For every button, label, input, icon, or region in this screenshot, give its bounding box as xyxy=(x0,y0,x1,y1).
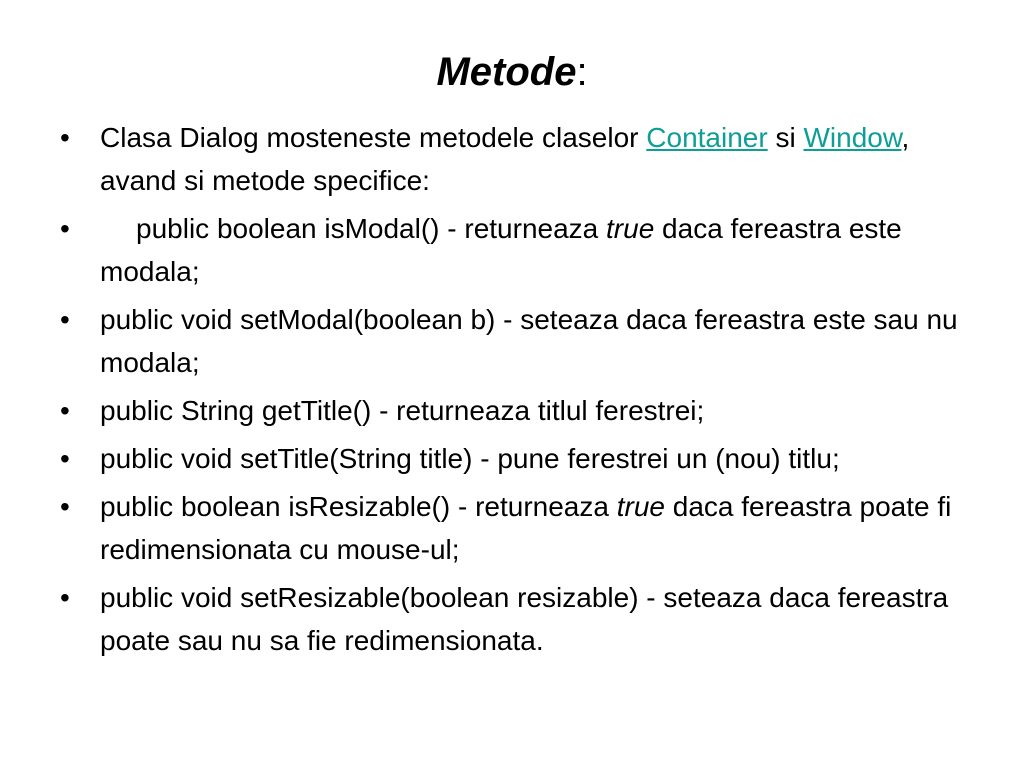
item-emphasis: true xyxy=(616,491,665,522)
item-text: public void setTitle(String title) - pune ferestrei un (nou) titlu; xyxy=(100,443,840,474)
item-text: daca fereastra este modala; xyxy=(100,213,902,287)
list-item xyxy=(56,389,976,432)
item-text: public boolean isModal() - returneaza xyxy=(136,213,607,244)
slide-title xyxy=(0,44,1024,100)
bullet-icon: • xyxy=(60,304,70,335)
item-text: public boolean isResizable() - returneaza xyxy=(100,491,617,522)
container-link[interactable]: Container xyxy=(646,122,768,153)
bullet-icon: • xyxy=(60,582,70,613)
title-suffix: : xyxy=(576,50,588,94)
window-link[interactable]: Window xyxy=(803,122,902,153)
item-text: public void setResizable(boolean resizable) - seteaza daca fereastra poate sau nu sa fie redimensionata. xyxy=(100,582,949,656)
list-item xyxy=(56,116,976,202)
item-text: si xyxy=(767,122,804,153)
list-item xyxy=(56,207,976,293)
title-main: Metode xyxy=(436,50,577,94)
bullet-icon: • xyxy=(60,213,70,244)
list-item xyxy=(56,576,976,662)
bullet-icon: • xyxy=(60,491,70,522)
bullet-icon: • xyxy=(60,443,70,474)
item-text: public String getTitle() - returneaza titlul ferestrei; xyxy=(100,395,705,426)
item-text: public void setModal(boolean b) - seteaza daca fereastra este sau nu modala; xyxy=(100,304,958,378)
item-text: Clasa Dialog mosteneste metodele claselor xyxy=(100,122,647,153)
list-item xyxy=(56,437,976,480)
item-text: , avand si metode specifice: xyxy=(100,122,910,196)
bullet-icon: • xyxy=(60,122,70,153)
bullet-icon: • xyxy=(60,395,70,426)
item-text: daca fereastra poate fi redimensionata cu mouse-ul; xyxy=(100,491,952,565)
item-emphasis: true xyxy=(606,213,655,244)
bullet-list xyxy=(56,116,976,667)
list-item xyxy=(56,298,976,384)
list-item xyxy=(56,485,976,571)
